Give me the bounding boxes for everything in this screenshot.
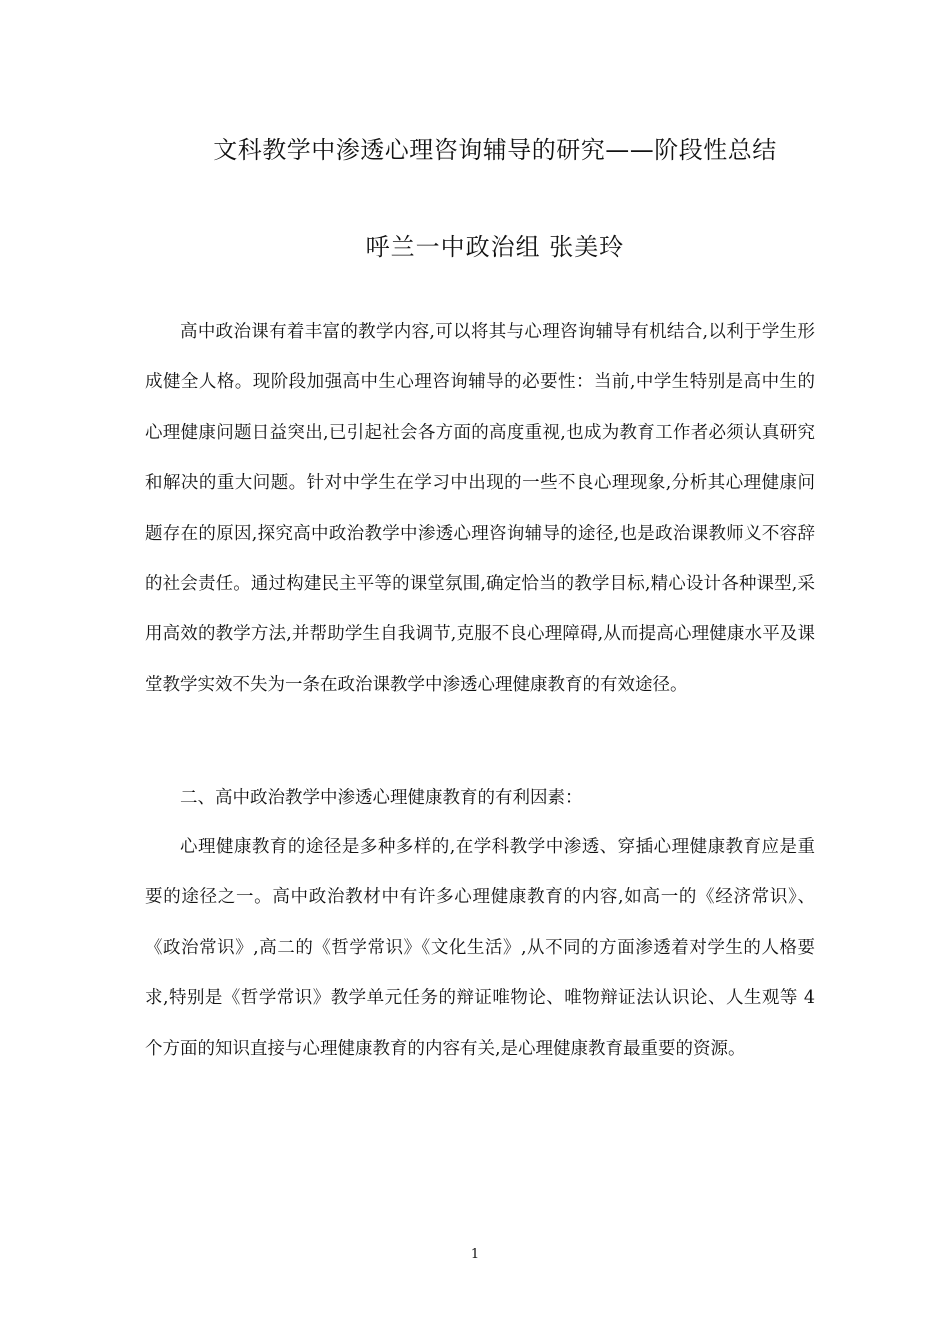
section-heading: 二、高中政治教学中渗透心理健康教育的有利因素： [180, 788, 583, 808]
paragraph-intro: 高中政治课有着丰富的教学内容,可以将其与心理咨询辅导有机结合,以利于学生形成健全人格。现阶段加强高中生心理咨询辅导的必要性：当前,中学生特别是高中生的心理健康问题日益突出,已引起社会各方面的高度重视,也成为教育工作者必须认真研究和解决的重大问题。针对中学生在学习中出现的一些不良心理现象,分析其心理健康问题存在的原因,探究高中政治教学中渗透心理咨询辅导的途径,也是政治课教师义不容辞的社会责任。通过构建民主平等的课堂氛围,确定恰当的教学目标,精心设计各种课型,采用高效的教学方法,并帮助学生自我调节,克服不良心理障碍,从而提高心理健康水平及课堂教学实效不失为一条在政治课教学中渗透心理健康教育的有效途径。 [145, 322, 815, 695]
paragraph-section-two: 心理健康教育的途径是多种多样的,在学科教学中渗透、穿插心理健康教育应是重要的途径之一。高中政治教材中有许多心理健康教育的内容,如高一的《经济常识》、《政治常识》,高二的《哲学常识》《文化生活》,从不同的方面渗透着对学生的人格要求,特别是《哲学常识》教学单元任务的辩证唯物论、唯物辩证法认识论、人生观等 4 个方面的知识直接与心理健康教育的内容有关,是心理健康教育最重要的资源。 [145, 837, 815, 1059]
document-author: 呼兰一中政治组 张美玲 [365, 233, 625, 261]
document-title: 文科教学中渗透心理咨询辅导的研究——阶段性总结 [213, 136, 777, 164]
page-number: 1 [470, 1247, 480, 1262]
